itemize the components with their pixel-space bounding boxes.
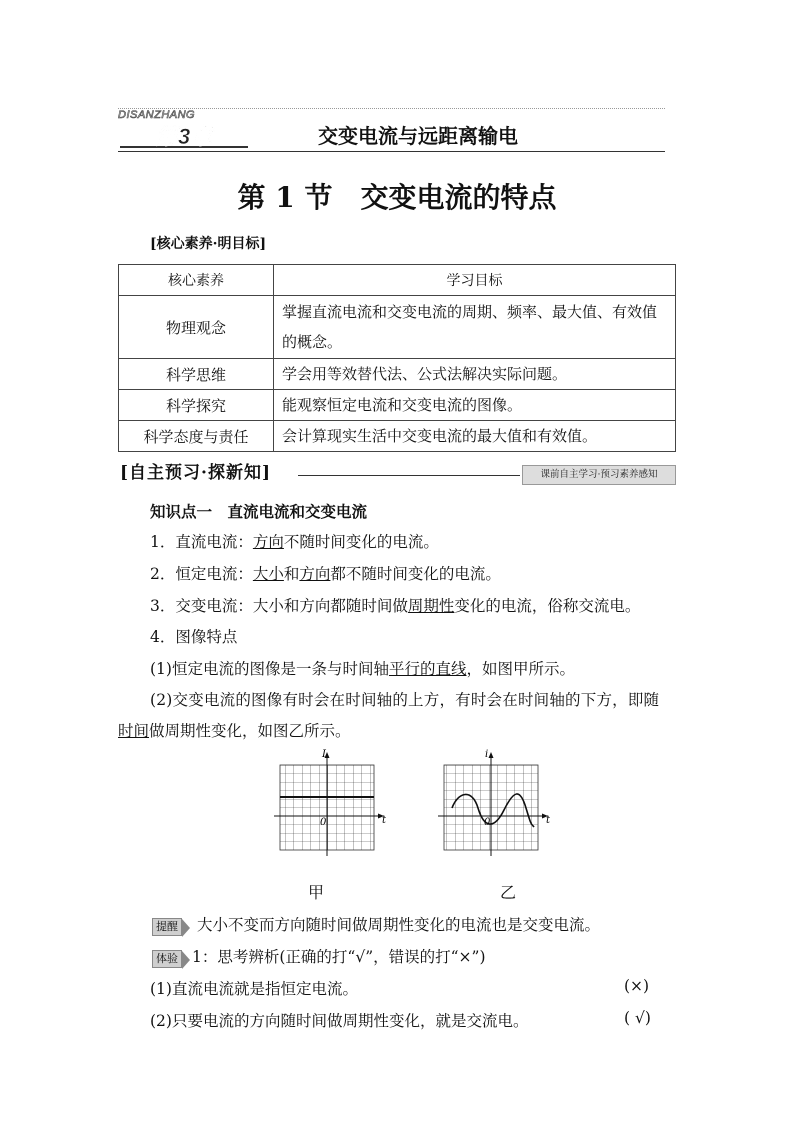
chapter-badge: [120, 121, 248, 149]
table-row: [119, 296, 676, 359]
item-text: 都不随时间变化的电流。: [330, 565, 501, 583]
left-axis-y: I: [322, 749, 326, 760]
chapter-badge-text: 第3章: [156, 124, 213, 149]
banner-rule: [298, 475, 520, 476]
practice-item: (2)只要电流的方向随时间做周期性变化，就是交流电。: [150, 1012, 529, 1030]
chapter-title: 交变电流与远距离输电: [318, 124, 518, 148]
header-dotted-rule: [118, 108, 665, 109]
table-row: [119, 359, 676, 390]
knowledge-heading: 知识点一 直流电流和交变电流: [150, 502, 368, 521]
row-domain: 物理观念: [119, 296, 274, 359]
header-core-literacy: 核心素养: [119, 265, 274, 296]
row-goal: 掌握直流电流和交变电流的周期、频率、最大值、有效值的概念。: [274, 296, 676, 359]
left-axis-x: t: [382, 815, 387, 826]
right-axis-y: i: [485, 749, 489, 760]
practice-tag: 体验: [152, 950, 182, 968]
header-learning-goal: 学习目标: [274, 265, 676, 296]
right-axis-x: t: [546, 815, 551, 826]
item-underline: 周期性: [407, 597, 455, 615]
tip-tag: 提醒: [152, 918, 182, 936]
item-text: 和: [283, 565, 300, 583]
item-label: 3．交变电流：: [150, 597, 253, 615]
row-domain: 科学探究: [119, 390, 274, 421]
graph-constant-current: [274, 749, 387, 856]
core-literacy-label: [核心素养·明目标]: [150, 236, 267, 252]
item-direct-current: [150, 530, 439, 552]
item-text: 大小和方向都随时间做: [252, 597, 408, 615]
item-constant-current: [150, 562, 501, 584]
practice-answer: (×): [624, 977, 650, 995]
section-title: 第 1 节 交变电流的特点: [237, 181, 557, 214]
practice-item: (1)直流电流就是指恒定电流。: [150, 980, 358, 998]
chapter-pinyin-mark: DISANZHANG: [118, 109, 196, 121]
tip-text: 大小不变而方向随时间做周期性变化的电流也是交变电流。: [196, 916, 600, 934]
item-graph-features: [150, 625, 237, 647]
banner-tag: 课前自主学习·预习素养感知: [522, 465, 676, 485]
item-text: ，如图甲所示。: [466, 660, 575, 678]
item-text: (1)恒定电流的图像是一条与时间轴: [150, 660, 389, 678]
row-domain: 科学思维: [119, 359, 274, 390]
goals-table: [118, 264, 676, 452]
item-text: 不随时间变化的电流。: [283, 533, 439, 551]
row-goal: 学会用等效替代法、公式法解决实际问题。: [274, 359, 676, 390]
preview-banner-title: [自主预习·探新知]: [120, 463, 272, 483]
current-graphs: [268, 748, 568, 898]
item-graph-alternating-line2: [118, 719, 351, 741]
item-text: 变化的电流，俗称交流电。: [454, 597, 641, 615]
item-underline: 大小: [252, 565, 284, 583]
practice-intro-line: [152, 945, 486, 968]
item-underline: 方向: [299, 565, 331, 583]
figure-caption-left: 甲: [308, 883, 325, 902]
figure-caption-right: 乙: [500, 883, 517, 902]
practice-intro: 1：思考辨析(正确的打“√”，错误的打“×”): [192, 948, 486, 966]
tip-line: [152, 913, 600, 936]
item-label: 2．恒定电流：: [150, 565, 253, 583]
item-underline: 平行的直线: [388, 660, 467, 678]
row-goal: 会计算现实生活中交变电流的最大值和有效值。: [274, 421, 676, 452]
row-goal: 能观察恒定电流和交变电流的图像。: [274, 390, 676, 421]
item-underline: 时间: [118, 722, 150, 740]
item-alternating-current: [150, 594, 640, 616]
table-row: [119, 390, 676, 421]
right-origin: 0: [484, 817, 491, 828]
item-label: 4．图像特点: [150, 628, 238, 646]
header-rule: [118, 151, 665, 152]
item-graph-constant: [150, 657, 575, 679]
table-row: [119, 421, 676, 452]
left-origin: 0: [320, 817, 327, 828]
item-label: 1．直流电流：: [150, 533, 253, 551]
graph-alternating-current: [438, 749, 551, 856]
item-text: 做周期性变化，如图乙所示。: [149, 722, 351, 740]
practice-answer: ( √): [624, 1009, 651, 1027]
row-domain: 科学态度与责任: [119, 421, 274, 452]
item-underline: 方向: [252, 533, 284, 551]
goals-table-header: [119, 265, 676, 296]
item-graph-alternating-line1: (2)交变电流的图像有时会在时间轴的上方，有时会在时间轴的下方，即随: [150, 691, 660, 709]
